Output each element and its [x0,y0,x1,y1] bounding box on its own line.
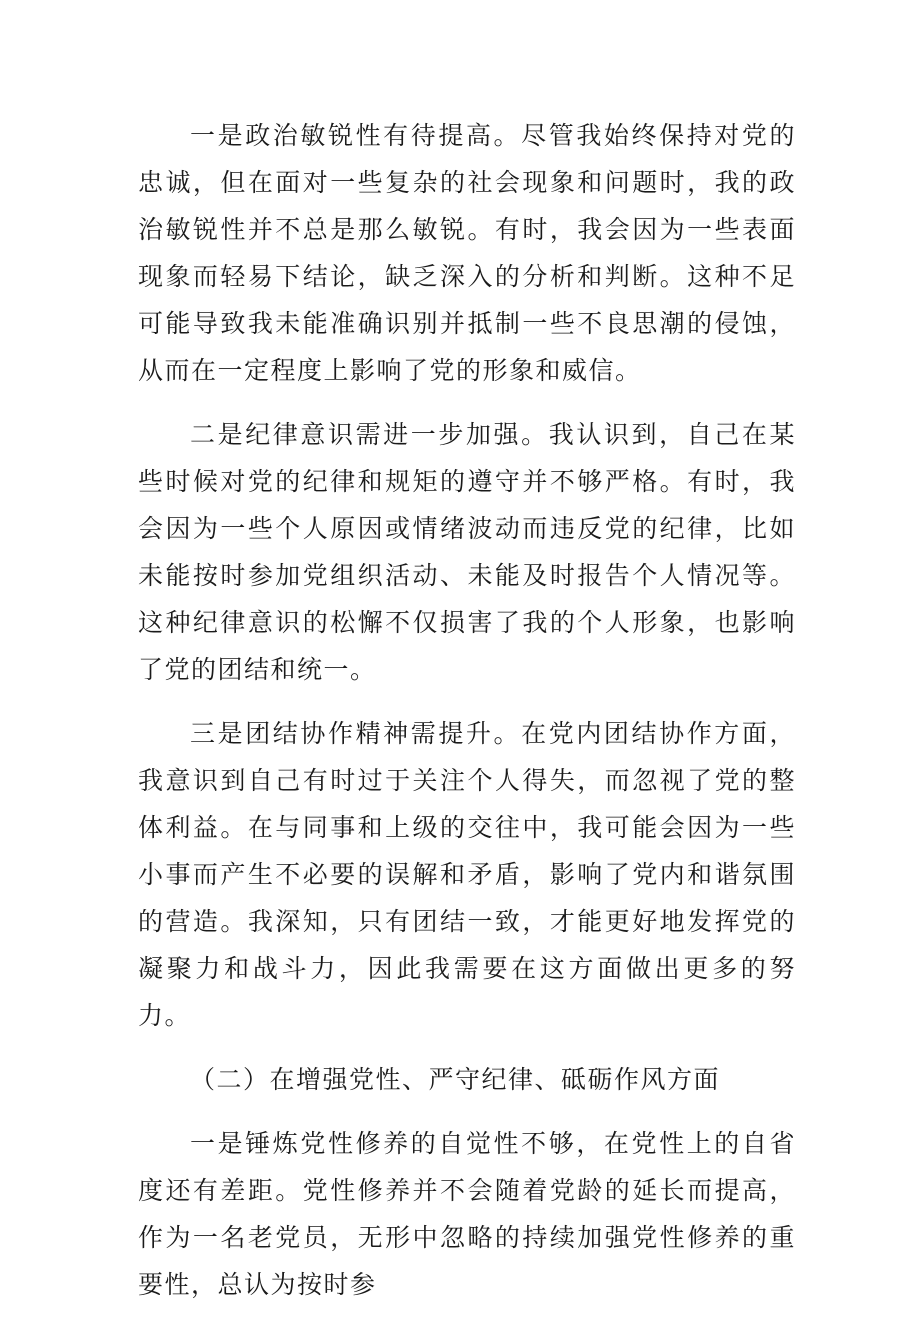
paragraph-political-sensitivity: 一是政治敏锐性有待提高。尽管我始终保持对党的忠诚，但在面对一些复杂的社会现象和问题时，我的政治敏锐性并不总是那么敏锐。有时，我会因为一些表面现象而轻易下结论，缺乏深入的分析和判断。这种不足可能导致我未能准确识别并抵制一些不良思潮的侵蚀，从而在一定程度上影响了党的形象和威信。 [138,121,796,385]
paragraph-teamwork-spirit: 三是团结协作精神需提升。在党内团结协作方面，我意识到自己有时过于关注个人得失，而忽视了党的整体利益。在与同事和上级的交往中，我可能会因为一些小事而产生不必要的误解和矛盾，影响了党内和谐氛围的营造。我深知，只有团结一致，才能更好地发挥党的凝聚力和战斗力，因此我需要在这方面做出更多的努力。 [138,719,796,1030]
document-body [138,112,796,1325]
paragraph-party-cultivation: 一是锤炼党性修养的自觉性不够，在党性上的自省度还有差距。党性修养并不会随着党龄的延长而提高，作为一名老党员，无形中忽略的持续加强党性修养的重要性，总认为按时参 [138,1129,796,1299]
section-heading: （二）在增强党性、严守纪律、砥砺作风方面 [190,1065,721,1094]
paragraph-discipline-awareness: 二是纪律意识需进一步加强。我认识到，自己在某些时候对党的纪律和规矩的遵守并不够严格。有时，我会因为一些个人原因或情绪波动而违反党的纪律，比如未能按时参加党组织活动、未能及时报告个人情况等。这种纪律意识的松懈不仅损害了我的个人形象，也影响了党的团结和统一。 [138,420,796,684]
